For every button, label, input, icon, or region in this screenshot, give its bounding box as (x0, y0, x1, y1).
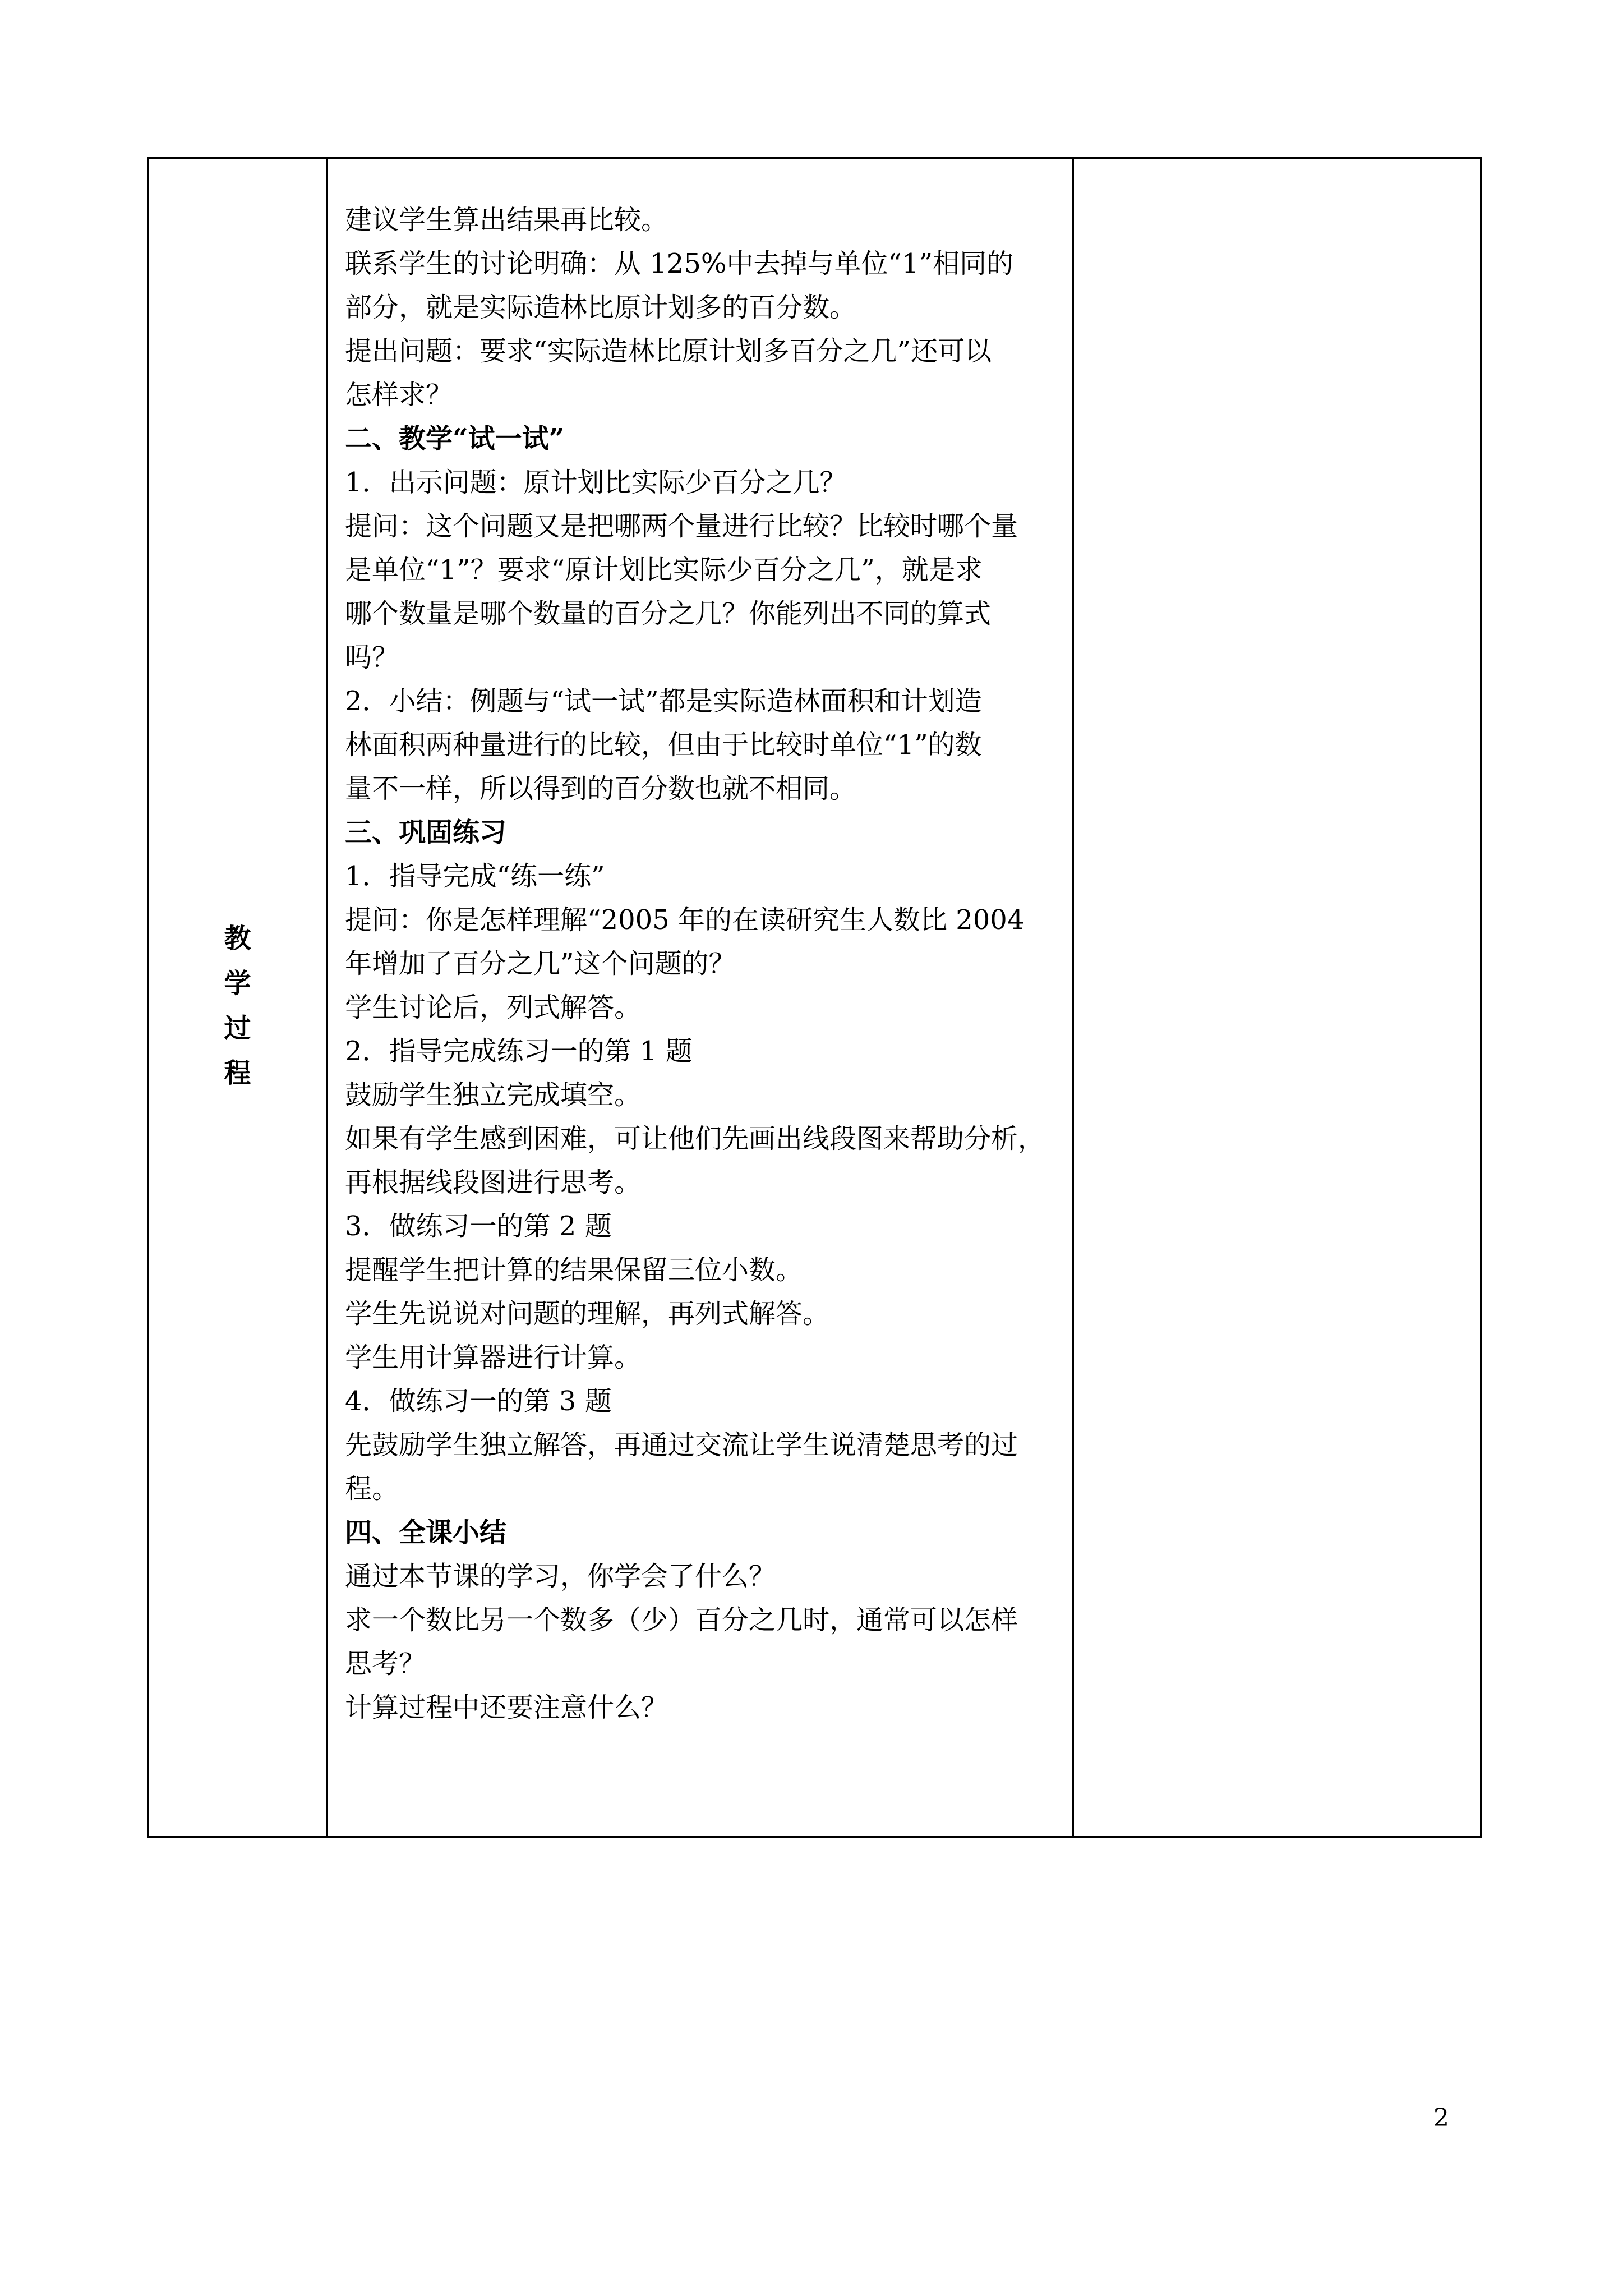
content-line: 学生先说说对问题的理解，再列式解答。 (345, 1298, 830, 1329)
content-line: 吗？ (345, 642, 399, 673)
section-heading: 二、教学“试一试” (345, 423, 565, 454)
content-line: 是单位“1”？要求“原计划比实际少百分之几”，就是求 (345, 554, 983, 586)
notes-cell (1074, 159, 1480, 1836)
content-line: 如果有学生感到困难，可让他们先画出线段图来帮助分析， (345, 1123, 1045, 1154)
content-line: 2．小结：例题与“试一试”都是实际造林面积和计划造 (345, 685, 982, 717)
content-line: 程。 (345, 1473, 399, 1504)
content-line: 林面积两种量进行的比较，但由于比较时单位“1”的数 (345, 729, 982, 761)
section-label-char: 教 (224, 923, 251, 954)
content-line: 先鼓励学生独立解答，再通过交流让学生说清楚思考的过 (345, 1429, 1018, 1461)
content-line: 3．做练习一的第 2 题 (345, 1211, 612, 1242)
content-line: 思考？ (345, 1648, 426, 1680)
content-line: 建议学生算出结果再比较。 (345, 204, 668, 236)
content-line: 提问：你是怎样理解“2005 年的在读研究生人数比 2004 (345, 904, 1025, 936)
content-line: 1．出示问题：原计划比实际少百分之几？ (345, 467, 847, 498)
section-label (149, 916, 326, 1096)
content-line: 联系学生的讨论明确：从 125%中去掉与单位“1”相同的 (345, 248, 1014, 279)
content-line: 提出问题：要求“实际造林比原计划多百分之几”还可以 (345, 335, 992, 367)
section-label-char: 过 (224, 1013, 251, 1044)
section-heading: 四、全课小结 (345, 1517, 507, 1548)
content-line: 学生讨论后，列式解答。 (345, 992, 642, 1023)
content-line: 再根据线段图进行思考。 (345, 1167, 642, 1198)
section-heading: 三、巩固练习 (345, 817, 507, 848)
section-label-char: 学 (224, 968, 251, 999)
content-line: 学生用计算器进行计算。 (345, 1342, 642, 1373)
content-line: 求一个数比另一个数多（少）百分之几时，通常可以怎样 (345, 1604, 1018, 1636)
content-line: 哪个数量是哪个数量的百分之几？你能列出不同的算式 (345, 598, 992, 629)
content-line: 提醒学生把计算的结果保留三位小数。 (345, 1254, 803, 1286)
section-label-char: 程 (224, 1057, 251, 1089)
content-line: 部分，就是实际造林比原计划多的百分数。 (345, 292, 857, 323)
content-line: 怎样求？ (345, 379, 453, 411)
content-line: 鼓励学生独立完成填空。 (345, 1079, 642, 1111)
content-line: 通过本节课的学习，你学会了什么？ (345, 1561, 776, 1592)
lesson-plan-table (147, 157, 1482, 1838)
page-number: 2 (1433, 2104, 1449, 2132)
content-line: 1．指导完成“练一练” (345, 861, 605, 892)
content-line: 4．做练习一的第 3 题 (345, 1386, 612, 1417)
content-line: 年增加了百分之几”这个问题的？ (345, 948, 736, 979)
section-label-cell (149, 159, 328, 1836)
content-line: 2．指导完成练习一的第 1 题 (345, 1036, 693, 1067)
content-line: 计算过程中还要注意什么？ (345, 1692, 668, 1723)
content-line: 提问：这个问题又是把哪两个量进行比较？比较时哪个量 (345, 510, 1018, 542)
content-cell (328, 159, 1074, 1836)
content-line: 量不一样，所以得到的百分数也就不相同。 (345, 773, 857, 804)
